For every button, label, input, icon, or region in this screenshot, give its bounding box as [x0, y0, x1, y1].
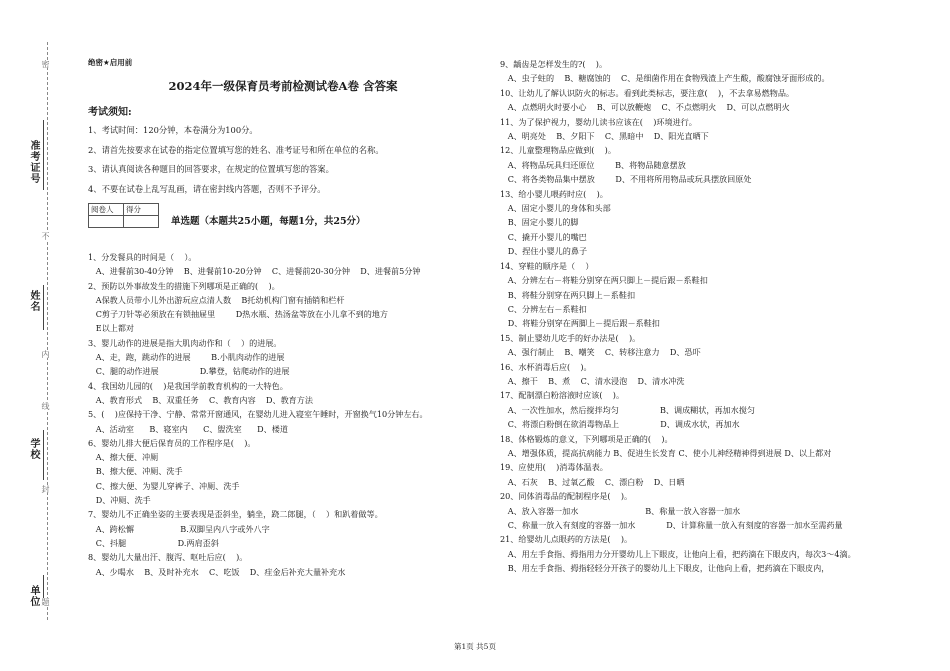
school-label: 学校	[28, 438, 39, 460]
seal-mark: 不	[41, 232, 50, 240]
question-line: C、腿的动作进展 D.攀登，钻爬动作的进展	[88, 366, 290, 377]
seal-mark: 密	[41, 60, 50, 68]
exam-title: 2024年一级保育员考前检测试卷A卷 含答案	[168, 79, 398, 93]
question-line: A、教育形式 B、双重任务 C、教育内容 D、教育方法	[88, 394, 313, 405]
question-line: B、擦大便、冲厕、洗手	[88, 466, 183, 477]
notice-item: 1、考试时间：120分钟，本卷满分为100分。	[88, 125, 258, 135]
question-line: B、将鞋分别穿在两只脚上－系鞋扣	[500, 289, 636, 300]
question-line: 4、我国幼儿园的( )是我国学前教育机构的一大特色。	[88, 380, 288, 391]
question-line: 5、( )应保持干净、宁静、常常开窗通风，在婴幼儿进入寝室午睡时，开窗换气10分钟左右。	[88, 409, 428, 420]
binding-margin	[0, 0, 60, 671]
question-line: 6、婴幼儿排大便后保育员的工作程序是( )。	[88, 437, 256, 448]
unit-label: 单位	[28, 585, 39, 607]
question-line: 2、预防以外事故发生的措施下列哪项是正确的( )。	[88, 280, 280, 291]
question-line: A、擦干 B、煮 C、清水浸泡 D、清水冲洗	[500, 375, 685, 386]
question-line: D、捏住小婴儿的鼻子	[500, 246, 588, 257]
seal-mark: 题	[41, 598, 50, 606]
seal-mark: 内	[41, 350, 50, 358]
section-title: 单选题（本题共25小题，每题1分，共25分）	[171, 216, 366, 227]
page-footer: 第1页 共5页	[454, 642, 496, 651]
question-line: A、虫子蛀的 B、糖腐蚀的 C、是细菌作用在食物残渣上产生酸，酸腐蚀牙面形成的。	[500, 73, 830, 84]
question-line: A、少喝水 B、及时补充水 C、吃饭 D、疰金后补充大量补充水	[88, 566, 346, 577]
question-line: C、分辨左右－系鞋扣	[500, 303, 587, 314]
question-line: 1、分发餐具的时间是（ ）。	[88, 252, 197, 262]
reviewer-cell: 阅卷人	[89, 204, 124, 216]
question-line: 19、应使用( )消毒体温表。	[500, 462, 608, 473]
question-line: 20、同体消毒品的配制程序是( )。	[500, 491, 633, 502]
right-column	[500, 57, 912, 576]
score-cell: 得分	[124, 204, 159, 216]
question-line: A、石灰 B、过氧乙酸 C、漂白粉 D、日晒	[500, 476, 685, 487]
exam-number-label: 准考证号	[28, 140, 39, 184]
question-line: A、增强体质，提高抗病能力 B、促进生长发育 C、使小儿神经精神得到进展 D、以上都对	[500, 447, 832, 458]
left-column	[88, 57, 478, 579]
question-line: A、点燃明火时要小心 B、可以放鞭炮 C、不点燃明火 D、可以点燃明火	[500, 102, 790, 113]
question-line: A、一次性加水，然后搅拌均匀 B、调成糊状，再加水搅匀	[500, 404, 755, 415]
question-line: 21、给婴幼儿点眼药的方法是( )。	[500, 534, 633, 545]
question-line: 8、婴幼儿大量出汗、腹泻、呕吐后应( )。	[88, 552, 248, 563]
question-line: A、走，跑，跳动作的进展 B.小肌肉动作的进展	[88, 352, 285, 363]
question-line: 10、让幼儿了解认识防火的标志。看到此类标志，要注意( )，不去拿易燃物品。	[500, 87, 795, 98]
question-line: A、跨松懈 B.双脚呈内八字或外八字	[88, 523, 270, 534]
score-blank	[124, 216, 159, 228]
notice-item: 2、请首先按要求在试卷的指定位置填写您的姓名、准考证号和所在单位的名称。	[88, 144, 384, 155]
reviewer-blank	[89, 216, 124, 228]
question-line: A、强行制止 B、嘲笑 C、转移注意力 D、恐吓	[500, 347, 701, 358]
exam-number-underline	[43, 120, 44, 190]
question-line: B、固定小婴儿的脚	[500, 217, 579, 228]
question-line: A、放入容器一加水 B、称量一放入容器一加水	[500, 505, 741, 516]
question-line: 9、龋齿是怎样发生的?( )。	[500, 59, 608, 69]
seal-mark: 线	[41, 402, 50, 410]
question-line: A、固定小婴儿的身体和头部	[500, 203, 611, 214]
question-line: C、称量一放入有刻度的容器一加水 D、计算称量一放入有刻度的容器一加水至需药量	[500, 520, 843, 530]
question-line: C剪子刀针等必须放在有锁抽屉里 D热水瓶、热汤盆等放在小儿拿不到的地方	[88, 309, 388, 320]
question-line: 18、体格锻炼的意义，下列哪项是正确的( )。	[500, 433, 673, 444]
question-line: C、将各类物品集中摆放 D、不用将所用物品或玩具摆放回原处	[500, 174, 752, 185]
question-line: 16、水杯消毒后应( )。	[500, 361, 592, 372]
seal-line	[47, 42, 48, 620]
question-line: C、撬开小婴儿的嘴巴	[500, 231, 587, 242]
question-line: 12、儿童整理物品应做到( )。	[500, 145, 616, 156]
question-line: C、擦大便、为婴儿穿裤子、冲厕、洗手	[88, 480, 240, 491]
question-line: 17、配制漂白粉溶液时应该( )。	[500, 390, 625, 401]
notice-item: 4、不要在试卷上乱写乱画，请在密封线内答题，否则不予评分。	[88, 183, 326, 194]
notice-heading: 考试须知:	[88, 107, 132, 118]
secret-mark: 绝密★启用前	[88, 58, 133, 67]
question-line: E以上都对	[88, 323, 135, 334]
question-list-left	[88, 250, 478, 579]
question-line: A、进餐前30-40分钟 B、进餐前10-20分钟 C、进餐前20-30分钟 D、进餐前5分钟	[88, 266, 421, 277]
question-line: 3、婴儿动作的进展是指大肌肉动作和（ ）的进展。	[88, 337, 282, 348]
question-line: D、冲厕、洗手	[88, 495, 151, 506]
question-line: D、将鞋分别穿在两脚上－提后跟－系鞋扣	[500, 318, 660, 329]
question-line: 14、穿鞋的顺序是（ ）	[500, 260, 594, 271]
question-line: A保教人员带小儿外出游玩应点清人数 B托幼机构门窗有插销和栏杆	[88, 294, 345, 305]
question-line: A、将物品玩具归还原位 B、将物品随意摆放	[500, 159, 686, 170]
question-line: C、将漂白粉倒在欲消毒物品上 D、调成水状，再加水	[500, 419, 740, 430]
question-line: A、活动室 B、寝室内 C、盥洗室 D、楼道	[88, 423, 288, 434]
question-line: A、用左手食指、拇指用力分开婴幼儿上下眼皮，让他向上看，把药滴在下眼皮内，每次3～4滴。	[500, 548, 856, 559]
question-line: 13、给小婴儿喂药时应( )。	[500, 188, 608, 199]
seal-mark: 封	[41, 485, 50, 493]
question-line: C、抖腿 D.两肩歪斜	[88, 537, 219, 548]
question-list-right	[500, 57, 912, 576]
question-line: A、擦大便、冲厕	[88, 452, 159, 463]
school-underline	[43, 430, 44, 480]
question-line: B、用左手食指、拇指轻轻分开孩子的婴幼儿上下眼皮，让他向上看，把药滴在下眼皮内，	[500, 563, 830, 574]
name-label: 姓名	[28, 290, 39, 312]
question-line: A、明亮处 B、夕阳下 C、黑暗中 D、阳光直晒下	[500, 131, 709, 142]
notice-item: 3、请认真阅读各种题目的回答要求，在规定的位置填写您的答案。	[88, 164, 334, 174]
question-line: 11、为了保护视力，婴幼儿读书应该在( )环境进行。	[500, 116, 697, 127]
question-line: A、分辨左右－将鞋分别穿在两只脚上－提后跟－系鞋扣	[500, 275, 708, 286]
score-table	[88, 203, 159, 228]
question-line: 7、婴幼儿不正确坐姿的主要表现是歪斜坐，躺坐，跷二郎腿，（ ）和趴着做等。	[88, 509, 383, 520]
question-line: 15、制止婴幼儿吃手的好办法是( )。	[500, 332, 641, 343]
name-underline	[43, 285, 44, 330]
score-row	[88, 203, 478, 228]
